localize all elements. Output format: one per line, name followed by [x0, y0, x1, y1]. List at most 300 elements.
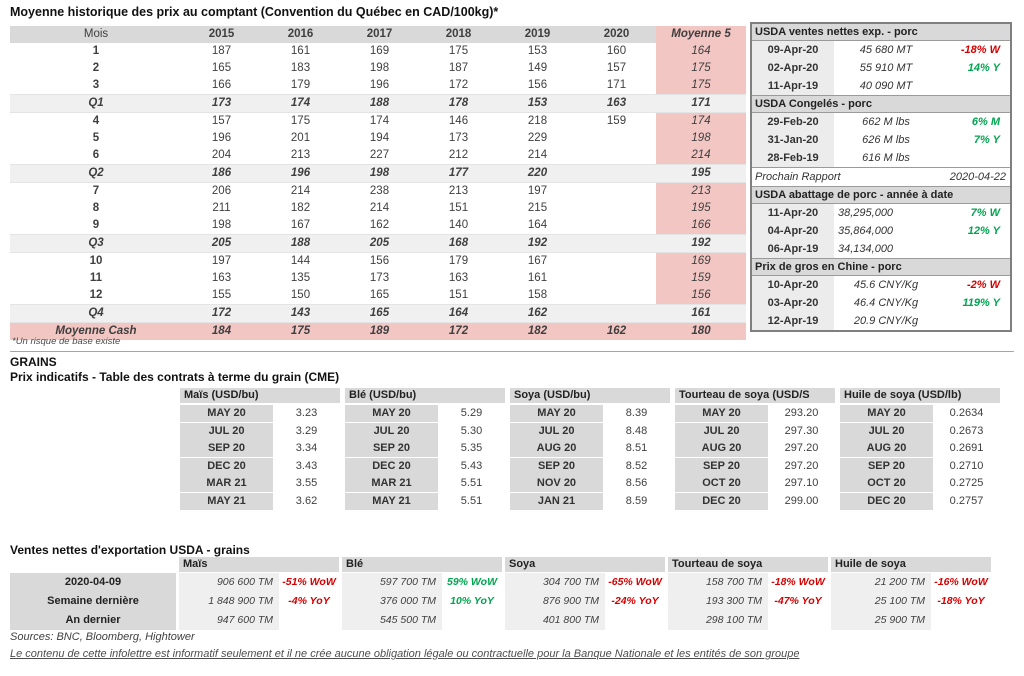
contract-price-cell: 8.48	[625, 424, 648, 437]
futures-row	[345, 405, 505, 422]
futures-row	[510, 458, 670, 475]
cash-row	[10, 323, 746, 341]
export-change-cell	[605, 611, 665, 630]
usda-section-title: USDA ventes nettes exp. - porc	[752, 24, 1010, 41]
header-row	[10, 26, 746, 43]
commodity-header: Blé	[342, 557, 502, 572]
commodity-section	[179, 611, 339, 630]
commodity-section	[505, 573, 665, 592]
export-change-cell: -18% YoY	[937, 595, 985, 607]
price-cell: 198	[340, 165, 419, 183]
export-volume-cell: 298 100 TM	[668, 611, 768, 630]
price-cell: 156	[527, 79, 548, 91]
usda-value-cell: 662 M lbs	[862, 116, 910, 128]
futures-row	[840, 440, 1000, 457]
contract-price-cell: 3.43	[295, 459, 318, 472]
usda-change-cell: 119% Y	[962, 297, 1000, 309]
price-cell: 162	[498, 305, 577, 323]
price-cell: 155	[211, 289, 232, 301]
futures-row	[510, 440, 670, 457]
price-cell: 157	[211, 115, 232, 127]
price-cell: 188	[261, 235, 340, 253]
contract-month-cell: MAY 20	[345, 405, 438, 422]
row-label: 9	[92, 219, 100, 231]
export-change-cell: -4% YoY	[288, 595, 330, 607]
price-cell	[577, 217, 656, 235]
moyenne5-cell: 161	[656, 305, 746, 323]
contract-month-cell: SEP 20	[180, 440, 273, 457]
futures-row	[675, 458, 835, 475]
price-cell: 220	[498, 165, 577, 183]
price-cell: 177	[419, 165, 498, 183]
contract-price-cell: 0.2691	[949, 442, 984, 454]
futures-row	[675, 405, 835, 422]
month-row	[10, 217, 746, 235]
contract-price-cell: 299.00	[784, 494, 819, 507]
section-divider	[10, 351, 1014, 352]
contract-price-cell: 0.2757	[949, 494, 984, 507]
price-cell: 196	[211, 132, 232, 144]
price-cell: 151	[448, 202, 469, 214]
price-cell: 143	[261, 305, 340, 323]
contract-month-cell: MAR 21	[345, 475, 438, 492]
price-cell: 212	[448, 149, 469, 161]
contract-month-cell: SEP 20	[840, 458, 933, 475]
export-change-cell: -47% YoY	[774, 595, 822, 607]
price-cell: 160	[606, 45, 627, 57]
row-label: Q3	[10, 235, 182, 253]
price-cell: 172	[182, 305, 261, 323]
usda-data-row	[752, 59, 1010, 77]
row-label: Moyenne Cash	[10, 323, 182, 341]
export-volume-cell: 21 200 TM	[831, 573, 931, 592]
price-cell: 213	[448, 185, 469, 197]
usda-change-cell: 12% Y	[967, 225, 1000, 237]
price-cell: 229	[527, 132, 548, 144]
moyenne5-cell: 169	[656, 253, 746, 271]
futures-row	[345, 423, 505, 440]
price-cell: 163	[448, 272, 469, 284]
moyenne5-cell: 174	[656, 113, 746, 131]
row-label: 6	[92, 149, 100, 161]
price-cell: 238	[369, 185, 390, 197]
moyenne5-cell: 171	[656, 95, 746, 113]
contract-month-cell: NOV 20	[510, 475, 603, 492]
futures-row	[345, 493, 505, 510]
contract-month-cell: JUL 20	[180, 423, 273, 440]
contract-month-cell: DEC 20	[675, 493, 768, 510]
grains-heading: GRAINS	[10, 355, 57, 369]
futures-table-header: Maïs (USD/bu)	[180, 388, 340, 403]
moyenne5-cell: 166	[656, 217, 746, 235]
export-volume-cell: 906 600 TM	[179, 573, 279, 592]
usda-value-cell: 55 910 MT	[859, 62, 913, 74]
row-label: 1	[92, 45, 100, 57]
contract-month-cell: MAY 21	[180, 493, 273, 510]
moyenne5-cell: 159	[656, 270, 746, 287]
commodity-section	[342, 573, 502, 592]
price-cell: 201	[290, 132, 311, 144]
usda-value-cell: 45 680 MT	[859, 44, 913, 56]
month-row	[10, 200, 746, 217]
usda-change-cell: 14% Y	[967, 62, 1000, 74]
futures-row	[675, 475, 835, 492]
usda-data-row	[752, 204, 1010, 222]
price-cell: 179	[448, 255, 469, 267]
contract-month-cell: AUG 20	[510, 440, 603, 457]
price-cell: 161	[290, 45, 311, 57]
quarter-row	[10, 95, 746, 113]
commodity-header: Tourteau de soya	[668, 557, 828, 572]
usda-value-cell: 38,295,000	[838, 207, 894, 219]
futures-table-header: Blé (USD/bu)	[345, 388, 505, 403]
row-label: 11	[89, 272, 103, 284]
export-change-cell	[931, 611, 991, 630]
commodity-header: Soya	[505, 557, 665, 572]
price-cell: 165	[369, 289, 390, 301]
price-cell: 171	[606, 79, 627, 91]
price-cell	[577, 270, 656, 287]
price-cell: 197	[211, 255, 232, 267]
exports-row-label: An dernier	[10, 611, 176, 630]
contract-price-cell: 3.23	[295, 407, 318, 419]
futures-table	[345, 388, 505, 510]
price-cell: 146	[448, 115, 469, 127]
contract-price-cell: 5.30	[460, 424, 483, 437]
row-label: 3	[92, 79, 100, 91]
contract-price-cell: 8.52	[625, 459, 648, 472]
price-cell: 144	[290, 255, 311, 267]
price-cell: 214	[369, 202, 390, 214]
usda-change-cell	[938, 149, 1010, 167]
price-cell: 153	[527, 45, 548, 57]
price-cell: 182	[498, 323, 577, 341]
price-cell	[577, 253, 656, 271]
price-cell: 174	[261, 95, 340, 113]
moyenne5-cell: 164	[656, 43, 746, 60]
usda-value-cell: 616 M lbs	[862, 152, 910, 164]
usda-data-row	[752, 131, 1010, 149]
price-cell: 175	[290, 115, 311, 127]
price-cell: 189	[340, 323, 419, 341]
usda-date-cell: 11-Apr-20	[752, 204, 834, 222]
month-row	[10, 270, 746, 287]
price-cell	[577, 147, 656, 165]
usda-value-cell: 626 M lbs	[862, 134, 910, 146]
usda-change-cell	[938, 77, 1010, 95]
export-volume-cell: 25 900 TM	[831, 611, 931, 630]
exports-data-row	[10, 592, 991, 611]
export-volume-cell: 1 848 900 TM	[179, 592, 279, 611]
price-cell: 163	[577, 95, 656, 113]
price-cell: 175	[448, 45, 469, 57]
price-cell: 173	[448, 132, 469, 144]
usda-data-row	[752, 240, 1010, 258]
row-label: 7	[92, 185, 100, 197]
price-cell: 167	[290, 219, 311, 231]
contract-month-cell: AUG 20	[675, 440, 768, 457]
contract-month-cell: DEC 20	[180, 458, 273, 475]
futures-row	[840, 475, 1000, 492]
usda-section	[752, 186, 1010, 258]
export-volume-cell: 158 700 TM	[668, 573, 768, 592]
usda-date-cell: 29-Feb-20	[752, 113, 834, 131]
price-cell: 172	[419, 323, 498, 341]
price-cell: 153	[498, 95, 577, 113]
usda-export-sales-table	[10, 557, 991, 630]
futures-row	[840, 423, 1000, 440]
month-row	[10, 253, 746, 271]
futures-row	[180, 475, 340, 492]
price-cell: 211	[212, 202, 231, 214]
price-cell: 206	[211, 185, 232, 197]
moyenne5-cell: 175	[656, 77, 746, 95]
price-cell: 227	[369, 149, 390, 161]
usda-section	[752, 95, 1010, 186]
export-change-cell: -16% WoW	[934, 576, 988, 588]
contract-price-cell: 5.51	[460, 477, 483, 489]
commodity-section	[831, 592, 991, 611]
contract-price-cell: 8.39	[625, 407, 648, 419]
price-cell: 158	[527, 289, 548, 301]
usda-change-cell: 7% W	[970, 207, 1000, 219]
col-header-year: 2019	[498, 26, 577, 43]
contract-month-cell: DEC 20	[345, 458, 438, 475]
price-cell: 172	[448, 79, 469, 91]
commodity-section	[505, 592, 665, 611]
price-cell: 194	[369, 132, 390, 144]
futures-row	[840, 493, 1000, 510]
contract-month-cell: MAY 20	[510, 405, 603, 422]
moyenne5-cell: 195	[656, 165, 746, 183]
price-cell: 215	[527, 202, 548, 214]
contract-month-cell: JUL 20	[345, 423, 438, 440]
contract-price-cell: 8.59	[625, 494, 648, 507]
month-row	[10, 287, 746, 305]
contract-price-cell: 297.20	[784, 459, 819, 472]
usda-section	[752, 258, 1010, 330]
usda-data-row	[752, 113, 1010, 131]
contract-month-cell: AUG 20	[840, 440, 933, 457]
usda-change-cell: 7% Y	[973, 134, 1000, 146]
contract-month-cell: JAN 21	[510, 493, 603, 510]
contract-month-cell: MAY 21	[345, 493, 438, 510]
col-header-year: 2016	[261, 26, 340, 43]
futures-table	[840, 388, 1000, 510]
price-cell: 187	[211, 45, 232, 57]
price-cell: 183	[290, 62, 311, 74]
price-cell: 169	[369, 45, 390, 57]
contract-month-cell: OCT 20	[840, 475, 933, 492]
futures-row	[180, 440, 340, 457]
price-cell: 218	[527, 115, 548, 127]
moyenne5-cell: 198	[656, 130, 746, 147]
usda-data-row	[752, 294, 1010, 312]
contract-price-cell: 0.2634	[949, 407, 984, 419]
contract-price-cell: 297.20	[784, 442, 819, 454]
price-cell: 198	[211, 219, 232, 231]
export-volume-cell: 545 500 TM	[342, 611, 442, 630]
contract-price-cell: 3.34	[295, 442, 318, 454]
price-cell: 179	[290, 79, 311, 91]
futures-table-header: Soya (USD/bu)	[510, 388, 670, 403]
contract-month-cell: SEP 20	[675, 458, 768, 475]
usda-change-cell: 6% M	[971, 116, 1000, 128]
sources-line: Sources: BNC, Bloomberg, Hightower	[10, 631, 195, 643]
price-cell: 165	[340, 305, 419, 323]
price-cell	[577, 235, 656, 253]
contract-price-cell: 297.30	[784, 424, 819, 437]
futures-row	[180, 458, 340, 475]
moyenne5-cell: 192	[656, 235, 746, 253]
price-cell: 204	[211, 149, 232, 161]
quarter-row	[10, 305, 746, 323]
export-change-cell: -24% YoY	[611, 595, 659, 607]
export-change-cell: -18% WoW	[771, 576, 825, 588]
contract-price-cell: 3.62	[295, 494, 318, 507]
contract-month-cell: MAY 20	[675, 405, 768, 422]
moyenne5-cell: 214	[656, 147, 746, 165]
contract-price-cell: 3.29	[295, 424, 318, 437]
historical-price-body	[10, 43, 746, 340]
row-label: Q2	[10, 165, 182, 183]
moyenne5-cell: 175	[656, 60, 746, 77]
row-label: 8	[92, 202, 100, 214]
contract-price-cell: 5.51	[460, 494, 483, 507]
historical-price-title: Moyenne historique des prix au comptant (Convention du Québec en CAD/100kg)*	[10, 5, 499, 19]
usda-change-cell: -18% W	[960, 44, 1000, 56]
price-cell: 162	[577, 323, 656, 341]
usda-date-cell: 12-Apr-19	[752, 312, 834, 330]
futures-row	[675, 423, 835, 440]
price-cell: 205	[182, 235, 261, 253]
month-row	[10, 60, 746, 77]
price-cell: 173	[369, 272, 390, 284]
disclaimer-line: Le contenu de cette infolettre est informatif seulement et il ne crée aucune obligation légale ou contractuelle pour la Banque Nationale et les entités de son groupe	[10, 648, 800, 660]
next-report-row	[752, 167, 1010, 186]
export-change-cell: 59% WoW	[447, 576, 497, 588]
month-row	[10, 77, 746, 95]
price-cell	[577, 183, 656, 201]
exports-header-row	[10, 557, 991, 572]
price-cell	[577, 287, 656, 305]
moyenne5-cell: 213	[656, 183, 746, 201]
contract-month-cell: SEP 20	[345, 440, 438, 457]
price-cell: 149	[527, 62, 548, 74]
commodity-section	[668, 611, 828, 630]
usda-date-cell: 04-Apr-20	[752, 222, 834, 240]
month-row	[10, 183, 746, 201]
exports-row-label: Semaine dernière	[10, 592, 176, 611]
commodity-section	[831, 573, 991, 592]
futures-row	[180, 493, 340, 510]
contract-month-cell: OCT 20	[675, 475, 768, 492]
contract-price-cell: 293.20	[784, 407, 819, 419]
price-cell: 205	[340, 235, 419, 253]
usda-value-cell: 40 090 MT	[859, 80, 913, 92]
export-change-cell	[442, 611, 502, 630]
export-volume-cell: 193 300 TM	[668, 592, 768, 611]
contract-price-cell: 8.56	[625, 477, 648, 489]
contract-price-cell: 5.43	[460, 459, 483, 472]
month-row	[10, 130, 746, 147]
futures-row	[510, 475, 670, 492]
futures-table-title: Prix indicatifs - Table des contrats à terme du grain (CME)	[10, 370, 340, 384]
usda-value-cell: 45.6 CNY/Kg	[853, 279, 919, 291]
exports-data-row	[10, 573, 991, 592]
usda-data-row	[752, 312, 1010, 330]
price-cell: 166	[211, 79, 232, 91]
contract-month-cell: JUL 20	[840, 423, 933, 440]
price-cell: 156	[369, 255, 390, 267]
row-label: Q1	[10, 95, 182, 113]
price-cell: 151	[448, 289, 469, 301]
commodity-section	[179, 573, 339, 592]
contract-price-cell: 3.55	[295, 477, 318, 489]
contract-price-cell: 5.35	[460, 442, 483, 454]
usda-data-row	[752, 222, 1010, 240]
contract-price-cell: 0.2710	[949, 459, 984, 472]
price-cell: 184	[182, 323, 261, 341]
futures-row	[345, 440, 505, 457]
commodity-section	[179, 592, 339, 611]
col-header-year: 2018	[419, 26, 498, 43]
futures-row	[840, 405, 1000, 422]
commodity-section	[668, 573, 828, 592]
usda-data-row	[752, 77, 1010, 95]
usda-date-cell: 03-Apr-20	[752, 294, 834, 312]
commodity-section	[342, 611, 502, 630]
contract-month-cell: MAY 20	[180, 405, 273, 422]
col-header-moyenne5: Moyenne 5	[656, 26, 746, 43]
price-cell: 214	[290, 185, 311, 197]
export-volume-cell: 401 800 TM	[505, 611, 605, 630]
col-header-year: 2015	[182, 26, 261, 43]
futures-table-header: Huile de soya (USD/lb)	[840, 388, 1000, 403]
col-header-year: 2017	[340, 26, 419, 43]
futures-row	[345, 458, 505, 475]
futures-row	[180, 423, 340, 440]
col-header-mois: Mois	[10, 26, 182, 43]
futures-table	[180, 388, 340, 510]
futures-row	[675, 493, 835, 510]
usda-value-cell: 34,134,000	[838, 243, 894, 255]
export-volume-cell: 597 700 TM	[342, 573, 442, 592]
price-cell	[577, 305, 656, 323]
price-cell	[577, 130, 656, 147]
export-change-cell	[279, 611, 339, 630]
commodity-header: Huile de soya	[831, 557, 991, 572]
usda-side-panel	[750, 22, 1012, 332]
exports-header-spacer	[10, 557, 176, 572]
export-volume-cell: 376 000 TM	[342, 592, 442, 611]
contract-month-cell: JUL 20	[675, 423, 768, 440]
usda-section-title: USDA abattage de porc - année à date	[752, 186, 1010, 204]
price-cell	[577, 200, 656, 217]
usda-data-row	[752, 41, 1010, 59]
price-cell: 161	[527, 272, 548, 284]
usda-change-cell	[938, 312, 1010, 330]
month-row	[10, 113, 746, 131]
usda-date-cell: 31-Jan-20	[752, 131, 834, 149]
grain-futures-tables	[180, 388, 1000, 510]
quarter-row	[10, 165, 746, 183]
usda-section	[752, 24, 1010, 95]
futures-row	[510, 405, 670, 422]
commodity-section	[668, 592, 828, 611]
exports-title: Ventes nettes d'exportation USDA - grains	[10, 543, 250, 557]
contract-price-cell: 0.2673	[949, 424, 984, 437]
